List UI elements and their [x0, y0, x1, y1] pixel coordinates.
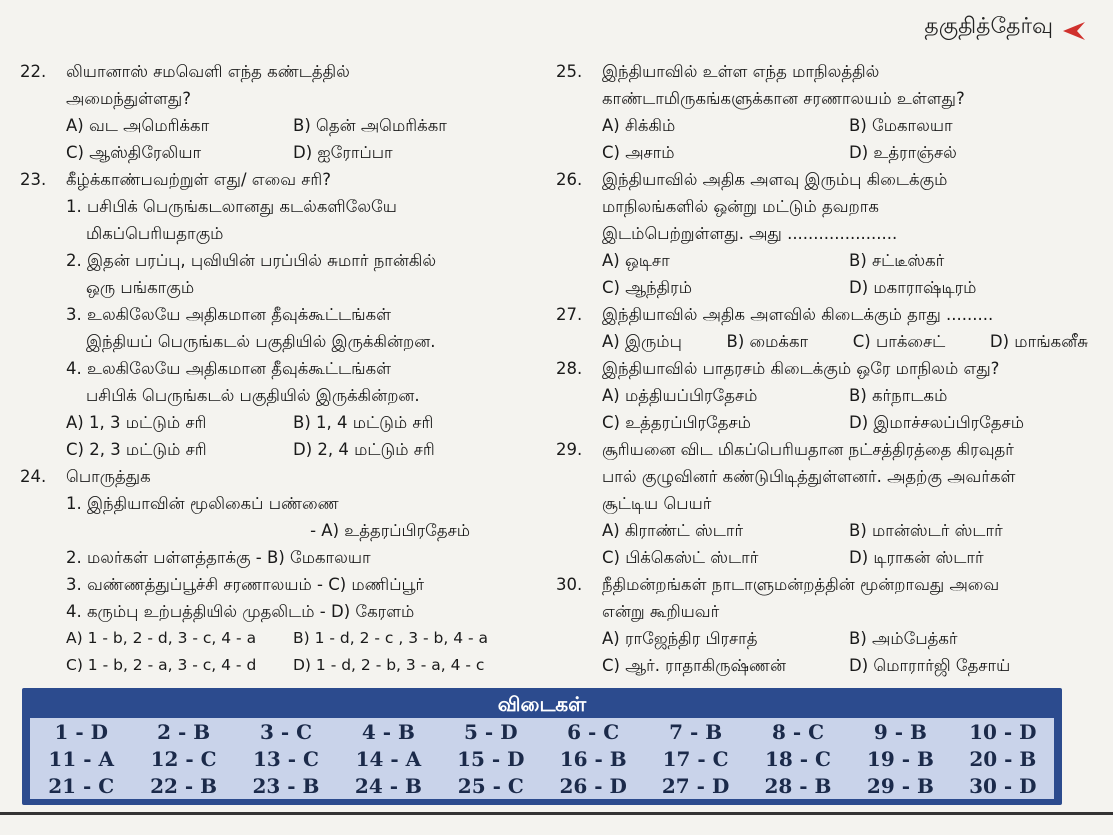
divider: [0, 812, 1113, 815]
option: A) சிக்கிம்: [602, 116, 676, 135]
question-text: காண்டாமிருகங்களுக்கான சரணாலயம் உள்ளது?: [602, 89, 965, 108]
question-text: மாநிலங்களில் ஒன்று மட்டும் தவறாக: [602, 197, 879, 216]
statement: பசிபிக் பெருங்கடல் பகுதியில் இருக்கின்றன.: [86, 386, 420, 405]
option: C) 2, 3 மட்டும் சரி: [66, 440, 207, 459]
question-number: 22.: [20, 62, 47, 81]
answer-item: 26 - D: [559, 773, 627, 798]
option: D) 2, 4 மட்டும் சரி: [293, 440, 435, 459]
option: D) இமாச்சலப்பிரதேசம்: [849, 413, 1025, 432]
question-text: லியானாஸ் சமவெளி எந்த கண்டத்தில்: [66, 62, 350, 81]
question-30: [556, 571, 1096, 679]
statement: மிகப்பெரியதாகும்: [86, 224, 224, 243]
question-22: [20, 58, 520, 166]
answer-item: 4 - B: [361, 719, 415, 744]
question-number: 26.: [556, 170, 583, 189]
option: A) இரும்பு: [602, 332, 682, 351]
question-text: இந்தியாவில் அதிக அளவு இரும்பு கிடைக்கும்: [602, 170, 948, 189]
answer-item: 23 - B: [252, 773, 320, 798]
question-27: [556, 301, 1096, 355]
question-text: சூரியனை விட மிகப்பெரியதான நட்சத்திரத்தை கிரவுதர்: [602, 440, 1014, 459]
question-number: 30.: [556, 575, 583, 594]
question-29: [556, 436, 1096, 571]
option: B) சட்டீஸ்கர்: [849, 251, 945, 270]
question-text: இந்தியாவில் அதிக அளவில் கிடைக்கும் தாது .........: [602, 305, 994, 324]
answer-item: 7 - B: [669, 719, 723, 744]
answer-item: 27 - D: [661, 773, 730, 798]
option: C) பாக்சைட்: [852, 332, 946, 351]
statement: 3. உலகிலேயே அதிகமான தீவுக்கூட்டங்கள்: [66, 305, 392, 324]
question-text: இந்தியாவில் பாதரசம் கிடைக்கும் ஒரே மாநிலம் எது?: [602, 359, 1000, 378]
left-column: [20, 58, 520, 679]
option: A) ஒடிசா: [602, 251, 670, 270]
option: C) பிக்கெஸ்ட் ஸ்டார்: [602, 548, 759, 567]
option: C) 1 - b, 2 - a, 3 - c, 4 - d: [66, 656, 257, 674]
option: D) மகாராஷ்டிரம்: [849, 278, 977, 297]
match-item: - A) உத்தரப்பிரதேசம்: [310, 521, 470, 540]
question-text: பொருத்துக: [66, 467, 151, 486]
option: C) அசாம்: [602, 143, 675, 162]
answer-key-title: விடைகள்: [497, 692, 587, 716]
option: D) மொரார்ஜி தேசாய்: [849, 656, 1011, 675]
answer-item: 19 - B: [866, 746, 934, 771]
answer-item: 30 - D: [969, 773, 1037, 798]
answer-item: 16 - B: [559, 746, 627, 771]
statement: 4. உலகிலேயே அதிகமான தீவுக்கூட்டங்கள்: [66, 359, 392, 378]
answer-item: 15 - D: [457, 746, 525, 771]
answer-item: 17 - C: [662, 746, 729, 771]
match-item: 1. இந்தியாவின் மூலிகைப் பண்ணை: [66, 494, 339, 513]
statement: ஒரு பங்காகும்: [86, 278, 195, 297]
right-column: [556, 58, 1096, 679]
options: [602, 517, 1096, 571]
question-text: சூட்டிய பெயர்: [602, 494, 712, 513]
question-number: 29.: [556, 440, 583, 459]
statement: 2. இதன் பரப்பு, புவியின் பரப்பில் சுமார் நான்கில்: [66, 251, 437, 270]
question-number: 24.: [20, 467, 47, 486]
answer-item: 3 - C: [259, 719, 313, 744]
option: A) கிராண்ட் ஸ்டார்: [602, 521, 744, 540]
option: C) ஆந்திரம்: [602, 278, 692, 297]
option: B) 1 - d, 2 - c , 3 - b, 4 - a: [293, 629, 489, 647]
question-text: இந்தியாவில் உள்ள எந்த மாநிலத்தில்: [602, 62, 880, 81]
question-text: பால் குழுவினர் கண்டுபிடித்துள்ளனர். அதற்கு அவர்கள்: [602, 467, 1016, 486]
match-item: 4. கரும்பு உற்பத்தியில் முதலிடம் - D) கேரளம்: [66, 602, 415, 621]
option: B) அம்பேத்கர்: [849, 629, 958, 648]
answer-item: 13 - C: [253, 746, 319, 771]
question-26: [556, 166, 1096, 301]
answer-item: 25 - C: [457, 773, 524, 798]
answer-item: 6 - C: [567, 719, 620, 744]
option: B) மைக்கா: [726, 332, 809, 351]
question-number: 25.: [556, 62, 583, 81]
option: C) உத்தரப்பிரதேசம்: [602, 413, 751, 432]
answer-item: 1 - D: [54, 719, 108, 744]
option: D) ஐரோப்பா: [293, 143, 393, 162]
statement: இந்தியப் பெருங்கடல் பகுதியில் இருக்கின்றன.: [86, 332, 436, 351]
answer-item: 22 - B: [150, 773, 218, 798]
answer-item: 24 - B: [354, 773, 422, 798]
answer-item: 2 - B: [157, 719, 211, 744]
question-number: 27.: [556, 305, 583, 324]
option: A) ராஜேந்திர பிரசாத்: [602, 629, 758, 648]
option: D) மாங்கனீசு: [989, 332, 1088, 351]
question-number: 23.: [20, 170, 47, 189]
answer-item: 9 - B: [873, 719, 927, 744]
option: B) கர்நாடகம்: [849, 386, 948, 405]
page-header-title: தகுதித்தேர்வு: [924, 14, 1053, 39]
question-text: என்று கூறியவர்: [602, 602, 720, 621]
options: [66, 409, 520, 463]
option: B) தென் அமெரிக்கா: [293, 116, 447, 135]
statement: 1. பசிபிக் பெருங்கடலானது கடல்களிலேயே: [66, 197, 397, 216]
option: A) மத்தியப்பிரதேசம்: [602, 386, 758, 405]
question-number: 28.: [556, 359, 583, 378]
match-item: 2. மலர்கள் பள்ளத்தாக்கு - B) மேகாலயா: [66, 548, 371, 567]
options: [602, 625, 1096, 679]
answer-item: 18 - C: [765, 746, 831, 771]
answer-item: 20 - B: [969, 746, 1037, 771]
answer-grid: [30, 718, 1054, 799]
answer-item: 11 - A: [48, 746, 114, 771]
question-28: [556, 355, 1096, 436]
option: D) டிராகன் ஸ்டார்: [849, 548, 984, 567]
answer-key-box: [22, 688, 1062, 805]
option: C) ஆர். ராதாகிருஷ்ணன்: [602, 656, 786, 675]
answer-item: 12 - C: [150, 746, 217, 771]
question-24: [20, 463, 520, 679]
question-text: நீதிமன்றங்கள் நாடாளுமன்றத்தின் மூன்றாவது அவை: [602, 575, 1000, 594]
option: A) வட அமெரிக்கா: [66, 116, 210, 135]
option: D) உத்ராஞ்சல்: [849, 143, 957, 162]
options: [66, 112, 520, 166]
answer-item: 28 - B: [764, 773, 832, 798]
question-text: அமைந்துள்ளது?: [66, 89, 191, 108]
question-23: [20, 166, 520, 463]
answer-item: 29 - B: [866, 773, 934, 798]
answer-item: 10 - D: [969, 719, 1037, 744]
question-25: [556, 58, 1096, 166]
question-text: கீழ்க்காண்பவற்றுள் எது/ எவை சரி?: [66, 170, 332, 189]
answer-item: 5 - D: [464, 719, 518, 744]
answer-item: 8 - C: [771, 719, 825, 744]
answer-item: 14 - A: [355, 746, 422, 771]
match-item: 3. வண்ணத்துப்பூச்சி சரணாலயம் - C) மணிப்பூர்: [66, 575, 425, 594]
options: [602, 112, 1096, 166]
option: B) மான்ஸ்டர் ஸ்டார்: [849, 521, 1003, 540]
options: [602, 328, 1096, 355]
arrow-icon: [1061, 20, 1087, 42]
option: B) 1, 4 மட்டும் சரி: [293, 413, 434, 432]
option: C) ஆஸ்திரேலியா: [66, 143, 202, 162]
options: [602, 247, 1096, 301]
option: D) 1 - d, 2 - b, 3 - a, 4 - c: [293, 656, 485, 674]
options: [602, 382, 1096, 436]
option: A) 1, 3 மட்டும் சரி: [66, 413, 207, 432]
option: B) மேகாலயா: [849, 116, 953, 135]
option: A) 1 - b, 2 - d, 3 - c, 4 - a: [66, 629, 257, 647]
answer-item: 21 - C: [48, 773, 115, 798]
question-text: இடம்பெற்றுள்ளது. அது .....................: [602, 224, 898, 243]
options: [66, 625, 520, 679]
